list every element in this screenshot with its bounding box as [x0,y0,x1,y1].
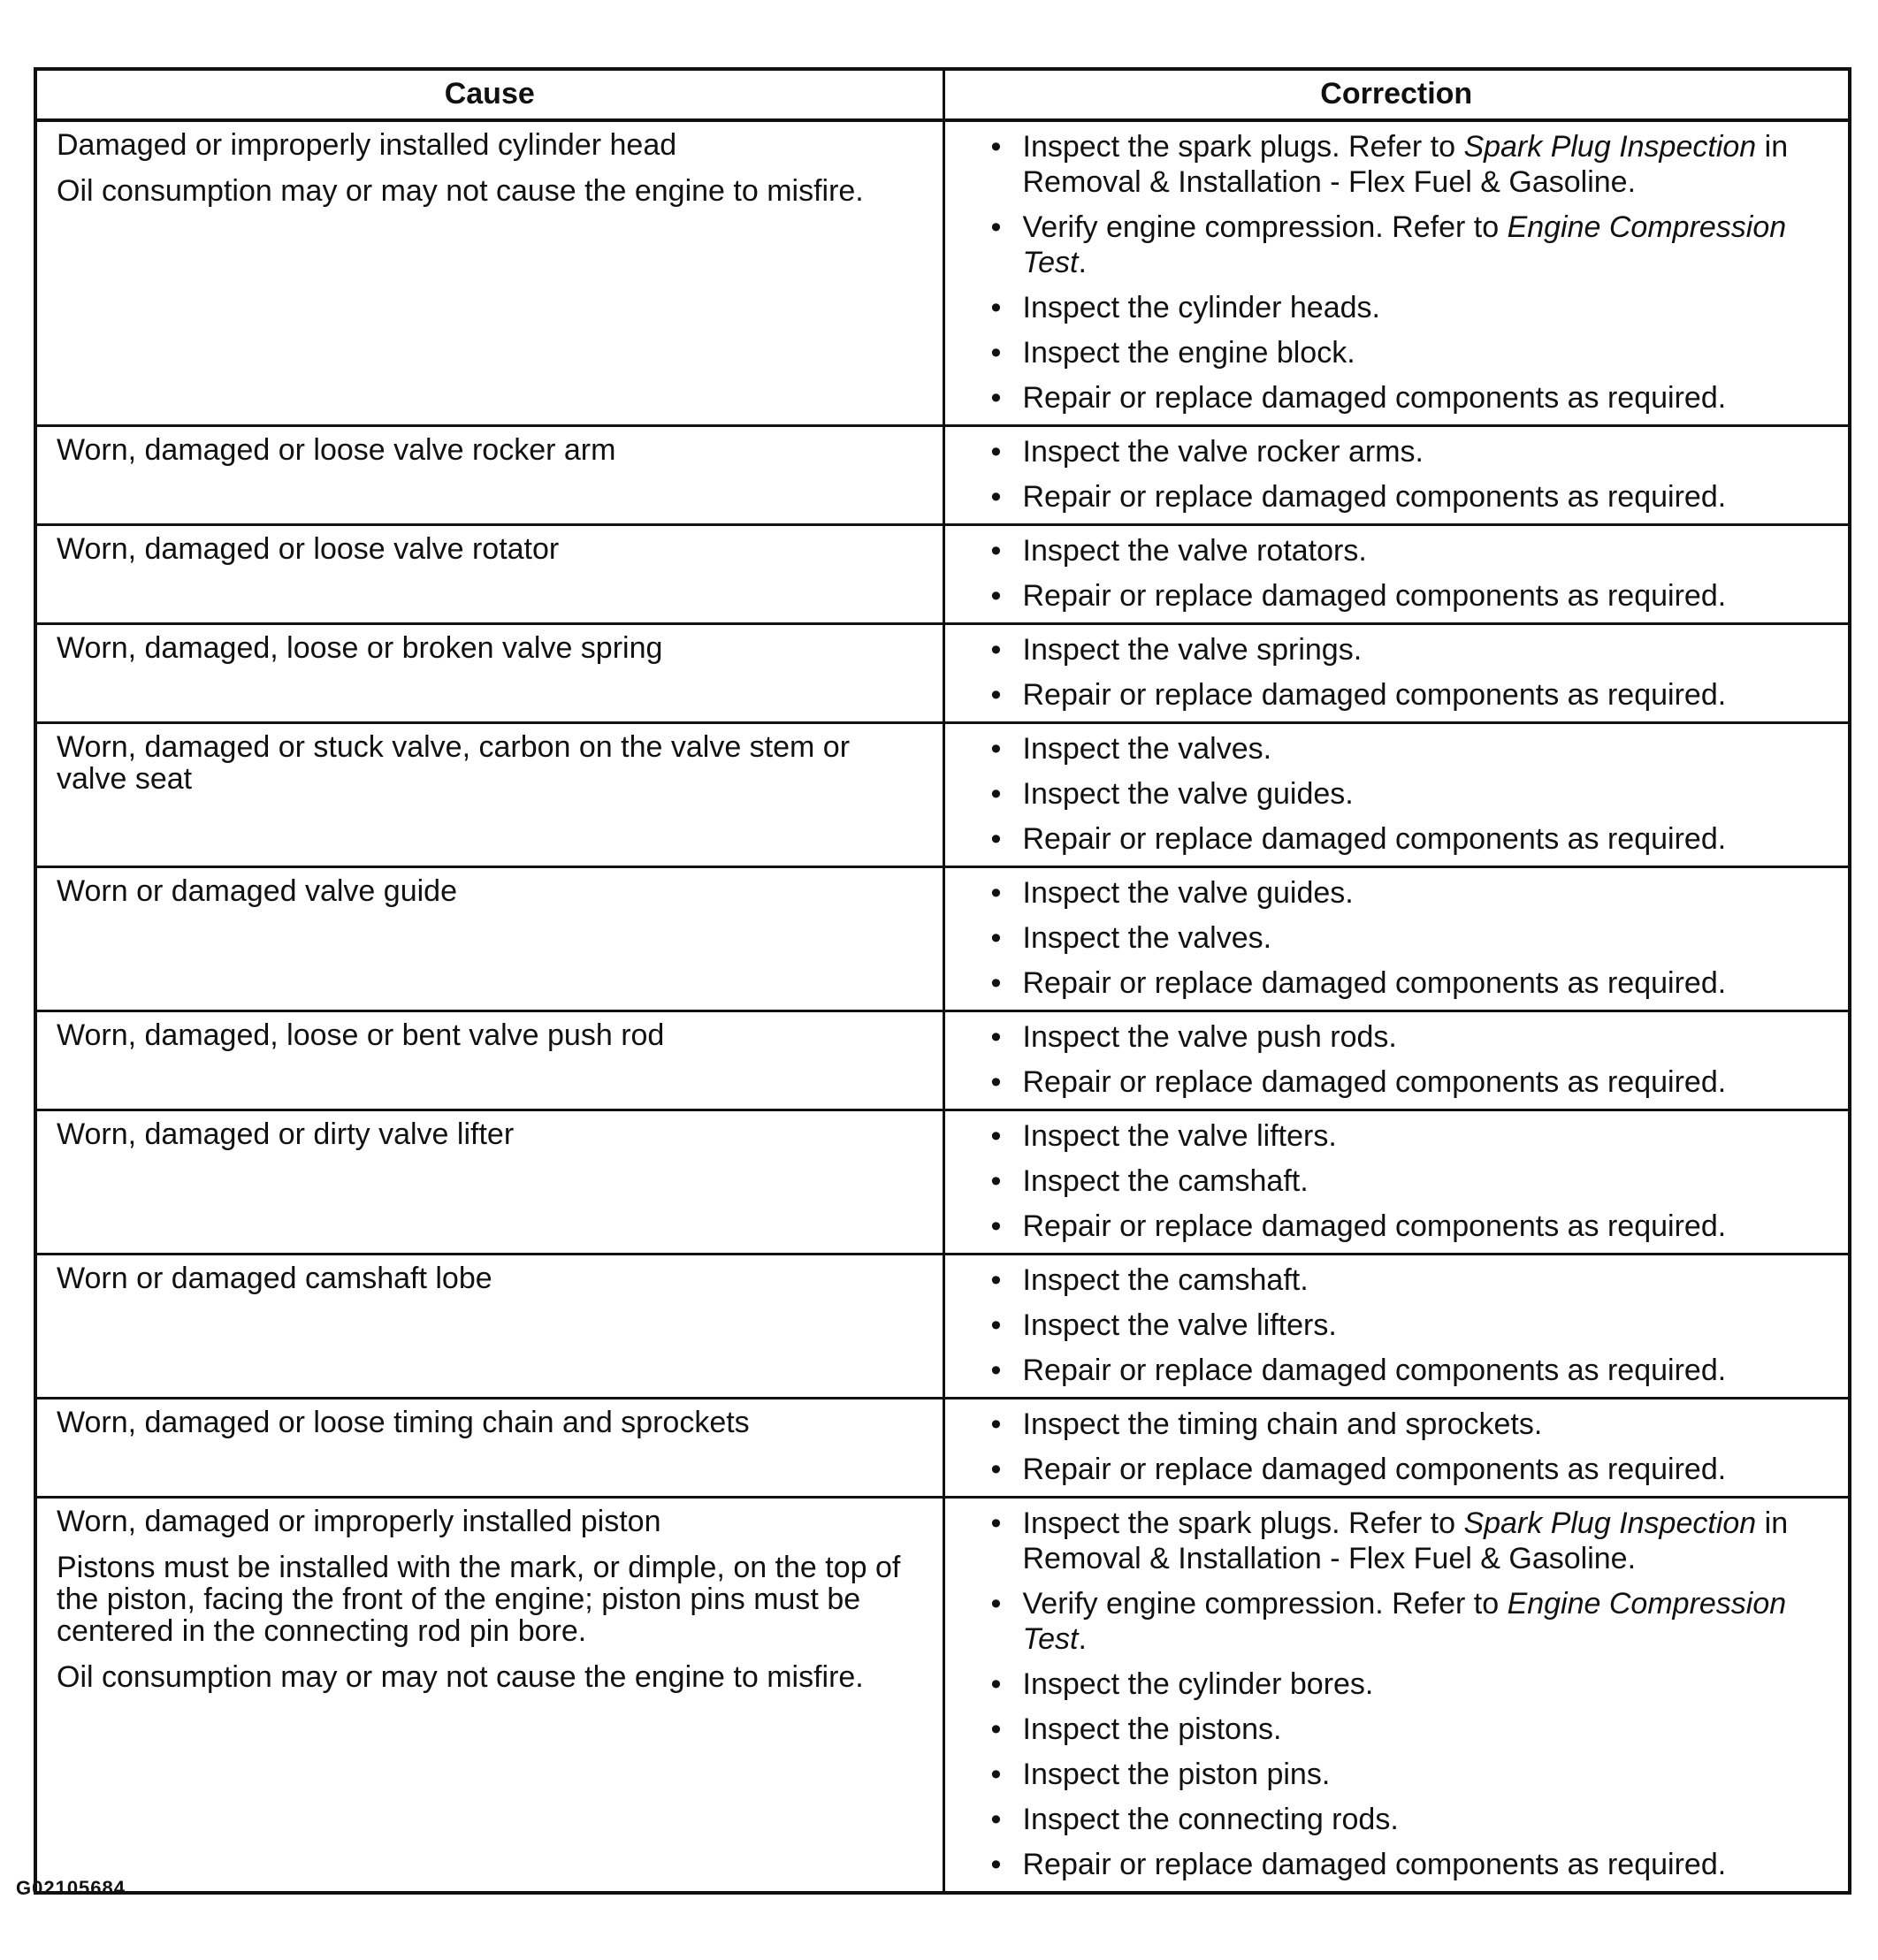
correction-item [989,434,1845,469]
correction-text: Repair or replace damaged components as required. [1022,966,1727,1000]
table-row [35,525,1850,624]
cause-cell [35,525,943,624]
correction-text-after: . [1078,1622,1087,1656]
correction-item [989,1802,1845,1837]
header-cause: Cause [35,69,943,120]
bullet-icon: • [990,633,1002,667]
table-row [35,1110,1850,1255]
correction-cell [943,1011,1850,1110]
cause-text: Worn, damaged or loose valve rotator [57,532,560,566]
correction-text-after: in Removal & Installation - Flex Fuel & Gasoline. [1022,1506,1789,1575]
bullet-icon: • [990,1308,1002,1342]
correction-text: Inspect the connecting rods. [1022,1803,1399,1836]
correction-text: Inspect the camshaft. [1022,1263,1309,1297]
correction-cell [943,1255,1850,1399]
bullet-icon: • [990,1506,1002,1540]
bullet-icon: • [990,678,1002,712]
correction-item [989,1308,1845,1343]
bullet-icon: • [990,381,1002,415]
correction-cell [943,525,1850,624]
bullet-icon: • [990,435,1002,469]
bullet-icon: • [990,1020,1002,1054]
correction-item [989,1452,1845,1487]
bullet-icon: • [990,1667,1002,1701]
correction-text: Repair or replace damaged components as required. [1022,579,1727,613]
correction-text: Inspect the spark plugs. Refer to [1022,130,1464,164]
correction-text: Inspect the valve push rods. [1022,1020,1397,1054]
correction-item [989,533,1845,568]
correction-cell [943,1498,1850,1894]
cause-text: Worn or damaged camshaft lobe [57,1262,492,1295]
correction-text: Repair or replace damaged components as required. [1022,678,1727,712]
correction-text: Repair or replace damaged components as required. [1022,480,1727,514]
correction-text: Repair or replace damaged components as required. [1022,1453,1727,1486]
bullet-icon: • [990,1712,1002,1746]
cause-cell [35,624,943,723]
bullet-icon: • [990,966,1002,1000]
correction-text: Inspect the spark plugs. Refer to [1022,1506,1464,1540]
bullet-icon: • [990,130,1002,164]
correction-text: Inspect the cylinder bores. [1022,1667,1374,1701]
header-row [35,69,1850,120]
correction-text: Repair or replace damaged components as required. [1022,1209,1727,1243]
cause-cell [35,1498,943,1894]
correction-cell [943,1399,1850,1498]
correction-text: Inspect the valve springs. [1022,633,1363,667]
cause-text: Damaged or improperly installed cylinder head [57,128,677,162]
correction-item [989,290,1845,325]
correction-item [989,632,1845,667]
correction-cell [943,624,1850,723]
correction-list [989,434,1845,515]
cause-text: Worn, damaged or dirty valve lifter [57,1117,515,1151]
correction-item [989,479,1845,515]
correction-cell [943,120,1850,426]
correction-text: Inspect the valve rocker arms. [1022,435,1424,469]
table-body [35,120,1850,1893]
correction-list [989,1506,1845,1882]
correction-list [989,632,1845,713]
correction-text-after: in Removal & Installation - Flex Fuel & Gasoline. [1022,130,1789,199]
correction-text: Inspect the valve rotators. [1022,534,1367,568]
bullet-icon: • [990,579,1002,613]
cause-cell [35,723,943,867]
table-row [35,723,1850,867]
correction-item [989,1847,1845,1882]
correction-list [989,1262,1845,1388]
correction-item [989,335,1845,370]
correction-list [989,731,1845,857]
cause-correction-table [34,67,1851,1895]
correction-item [989,1506,1845,1576]
correction-text: Inspect the timing chain and sprockets. [1022,1407,1543,1441]
bullet-icon: • [990,1263,1002,1297]
correction-cell [943,1110,1850,1255]
bullet-icon: • [990,336,1002,370]
correction-item [989,677,1845,713]
correction-item [989,129,1845,200]
cause-cell [35,1255,943,1399]
correction-list [989,129,1845,416]
bullet-icon: • [990,534,1002,568]
correction-cell [943,723,1850,867]
cause-cell [35,1011,943,1110]
table-row [35,1011,1850,1110]
correction-item [989,1118,1845,1154]
figure-id: G02105684 [16,1877,126,1899]
bullet-icon: • [990,1209,1002,1243]
header-correction: Correction [943,69,1850,120]
correction-item [989,1209,1845,1244]
correction-item [989,1064,1845,1100]
correction-text: Inspect the valves. [1022,921,1272,955]
table-row [35,867,1850,1011]
correction-item [989,821,1845,857]
cause-note: Oil consumption may or may not cause the engine to misfire. [57,174,864,208]
correction-text: Repair or replace damaged components as required. [1022,1354,1727,1387]
cause-text: Worn, damaged or loose timing chain and sprockets [57,1406,750,1439]
correction-text: Inspect the valve guides. [1022,777,1354,811]
bullet-icon: • [990,921,1002,955]
cause-cell [35,1110,943,1255]
correction-list [989,533,1845,614]
correction-item [989,731,1845,766]
correction-item [989,1163,1845,1199]
bullet-icon: • [990,1848,1002,1881]
correction-item [989,776,1845,812]
table-row [35,120,1850,426]
reference-link: Spark Plug Inspection [1463,1506,1757,1540]
cause-cell [35,1399,943,1498]
correction-text: Inspect the engine block. [1022,336,1355,370]
correction-text: Inspect the pistons. [1022,1712,1282,1746]
correction-list [989,1019,1845,1100]
correction-item [989,578,1845,614]
bullet-icon: • [990,777,1002,811]
correction-list [989,1118,1845,1244]
correction-item [989,1586,1845,1657]
correction-item [989,380,1845,416]
correction-text: Inspect the valves. [1022,732,1272,766]
bullet-icon: • [990,291,1002,324]
table-row [35,1399,1850,1498]
correction-item [989,965,1845,1001]
correction-item [989,1353,1845,1388]
cause-text: Worn or damaged valve guide [57,874,457,908]
cause-text: Worn, damaged or loose valve rocker arm [57,433,616,467]
correction-text: Repair or replace damaged components as required. [1022,1848,1727,1881]
table-row [35,624,1850,723]
correction-text: Inspect the valve lifters. [1022,1308,1337,1342]
correction-item [989,1666,1845,1702]
correction-text: Inspect the valve lifters. [1022,1119,1337,1153]
bullet-icon: • [990,732,1002,766]
bullet-icon: • [990,1407,1002,1441]
bullet-icon: • [990,822,1002,856]
cause-cell [35,867,943,1011]
correction-item [989,1407,1845,1442]
cause-note: Pistons must be installed with the mark, or dimple, on the top of the piston, facing the front of the engine; piston pins must be centered in the connecting rod pin bore. [57,1551,901,1648]
reference-link: Engine Compression Test [1022,210,1787,279]
correction-text: Repair or replace damaged components as required. [1022,381,1727,415]
correction-text: Inspect the piston pins. [1022,1758,1331,1791]
correction-text-after: . [1078,246,1087,279]
bullet-icon: • [990,1164,1002,1198]
bullet-icon: • [990,1354,1002,1387]
bullet-icon: • [990,1453,1002,1486]
correction-cell [943,867,1850,1011]
correction-cell [943,426,1850,525]
cause-text: Worn, damaged, loose or bent valve push rod [57,1018,665,1052]
bullet-icon: • [990,1065,1002,1099]
table-row [35,1255,1850,1399]
correction-text: Inspect the cylinder heads. [1022,291,1380,324]
correction-text: Verify engine compression. Refer to [1022,210,1508,244]
cause-cell [35,120,943,426]
correction-list [989,1407,1845,1487]
cause-text: Worn, damaged or stuck valve, carbon on the valve stem or valve seat [57,730,851,796]
bullet-icon: • [990,1587,1002,1621]
correction-item [989,210,1845,280]
bullet-icon: • [990,480,1002,514]
bullet-icon: • [990,1758,1002,1791]
reference-link: Engine Compression Test [1022,1587,1787,1656]
correction-text: Repair or replace damaged components as required. [1022,1065,1727,1099]
correction-list [989,875,1845,1001]
correction-text: Repair or replace damaged components as required. [1022,822,1727,856]
correction-item [989,875,1845,911]
bullet-icon: • [990,876,1002,910]
correction-item [989,1712,1845,1747]
correction-item [989,1757,1845,1792]
correction-item [989,920,1845,956]
correction-text: Inspect the valve guides. [1022,876,1354,910]
cause-text: Worn, damaged, loose or broken valve spring [57,631,663,665]
bullet-icon: • [990,1119,1002,1153]
correction-text: Inspect the camshaft. [1022,1164,1309,1198]
correction-item [989,1019,1845,1055]
cause-note: Oil consumption may or may not cause the engine to misfire. [57,1660,864,1694]
bullet-icon: • [990,1803,1002,1836]
correction-text: Verify engine compression. Refer to [1022,1587,1508,1621]
cause-text: Worn, damaged or improperly installed piston [57,1505,661,1538]
table-row [35,1498,1850,1894]
table-row [35,426,1850,525]
reference-link: Spark Plug Inspection [1463,130,1757,164]
bullet-icon: • [990,210,1002,244]
cause-cell [35,426,943,525]
correction-item [989,1262,1845,1298]
